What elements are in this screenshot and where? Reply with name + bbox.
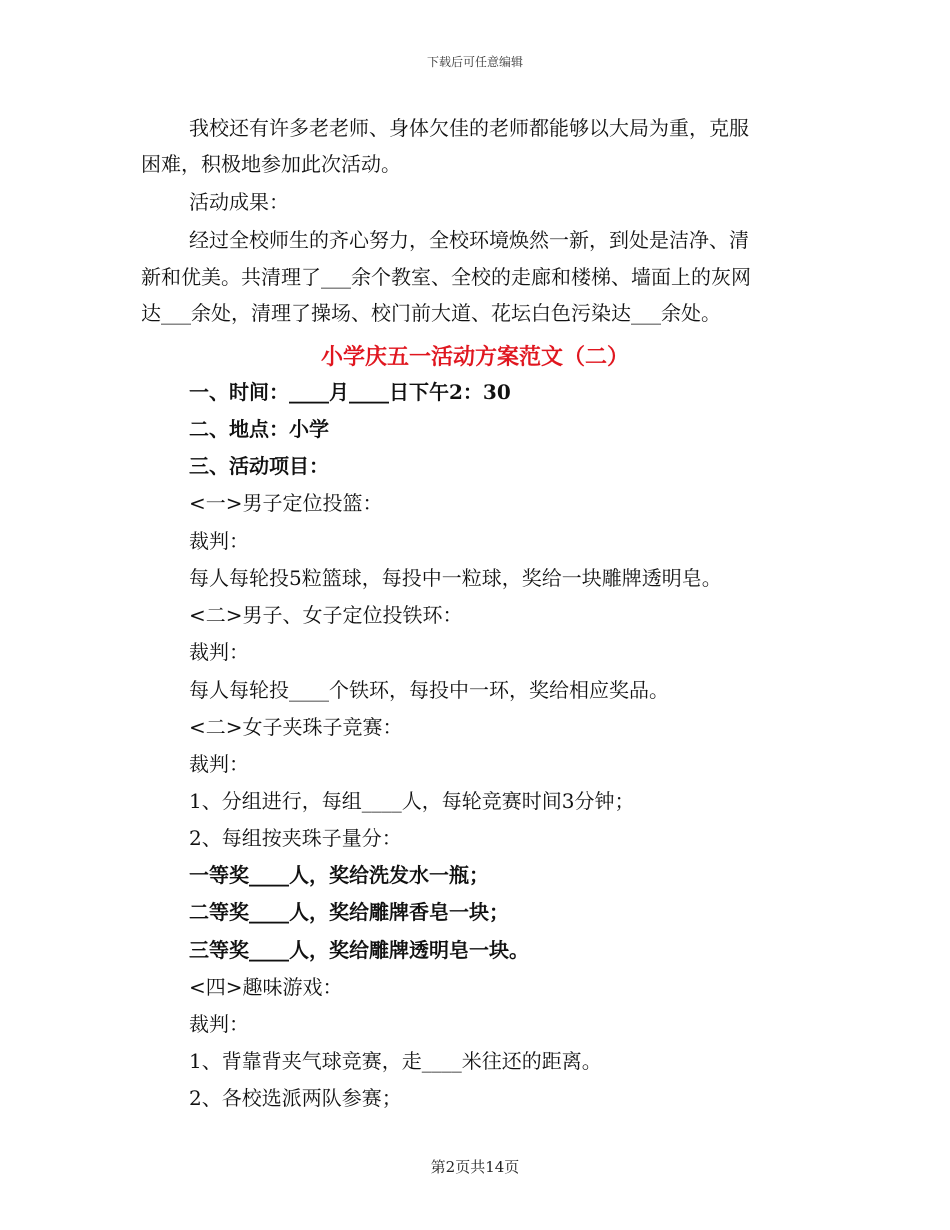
list-item: 二等奖____人，奖给雕牌香皂一块； xyxy=(189,900,509,924)
list-item: 裁判： xyxy=(189,752,249,776)
list-item: <二>男子、女子定位投铁环： xyxy=(189,603,463,627)
list-item: <四>趣味游戏： xyxy=(189,975,343,999)
list-item: 三等奖____人，奖给雕牌透明皂一块。 xyxy=(189,938,529,962)
list-item: 二、地点：小学 xyxy=(189,417,329,441)
list-item: 一等奖____人，奖给洗发水一瓶； xyxy=(189,863,489,887)
section-title: 小学庆五一活动方案范文（二） xyxy=(320,344,629,370)
paragraph-line: 新和优美。共清理了___余个教室、全校的走廊和楼梯、墙面上的灰网 xyxy=(141,265,751,289)
page-header-note: 下载后可任意编辑 xyxy=(426,55,523,69)
paragraph-line: 我校还有许多老老师、身体欠佳的老师都能够以大局为重，克服 xyxy=(189,116,749,140)
page-number: 第2页共14页 xyxy=(430,1158,520,1176)
list-item: 每人每轮投____个铁环，每投中一环，奖给相应奖品。 xyxy=(189,678,669,702)
list-item: 裁判： xyxy=(189,529,249,553)
list-item: 2、每组按夹珠子量分： xyxy=(189,826,402,850)
list-item: 裁判： xyxy=(189,640,249,664)
paragraph-line: 困难，积极地参加此次活动。 xyxy=(141,152,401,176)
paragraph-line: 经过全校师生的齐心努力，全校环境焕然一新，到处是洁净、清 xyxy=(189,228,749,252)
list-item: 每人每轮投5粒篮球，每投中一粒球，奖给一块雕牌透明皂。 xyxy=(189,566,722,590)
list-item: 1、背靠背夹气球竞赛，走____米往还的距离。 xyxy=(189,1049,602,1073)
list-item: 一、时间：____月____日下午2：30 xyxy=(189,380,511,404)
list-item: 三、活动项目： xyxy=(189,454,329,478)
list-item: 1、分组进行，每组____人，每轮竞赛时间3分钟； xyxy=(189,789,635,813)
list-item: <二>女子夹珠子竞赛： xyxy=(189,715,403,739)
paragraph-line: 达___余处，清理了操场、校门前大道、花坛白色污染达___余处。 xyxy=(141,301,721,325)
list-item: <一>男子定位投篮： xyxy=(189,491,383,515)
list-item: 2、各校选派两队参赛； xyxy=(189,1086,402,1110)
paragraph-line: 活动成果： xyxy=(189,190,289,214)
list-item: 裁判： xyxy=(189,1012,249,1036)
